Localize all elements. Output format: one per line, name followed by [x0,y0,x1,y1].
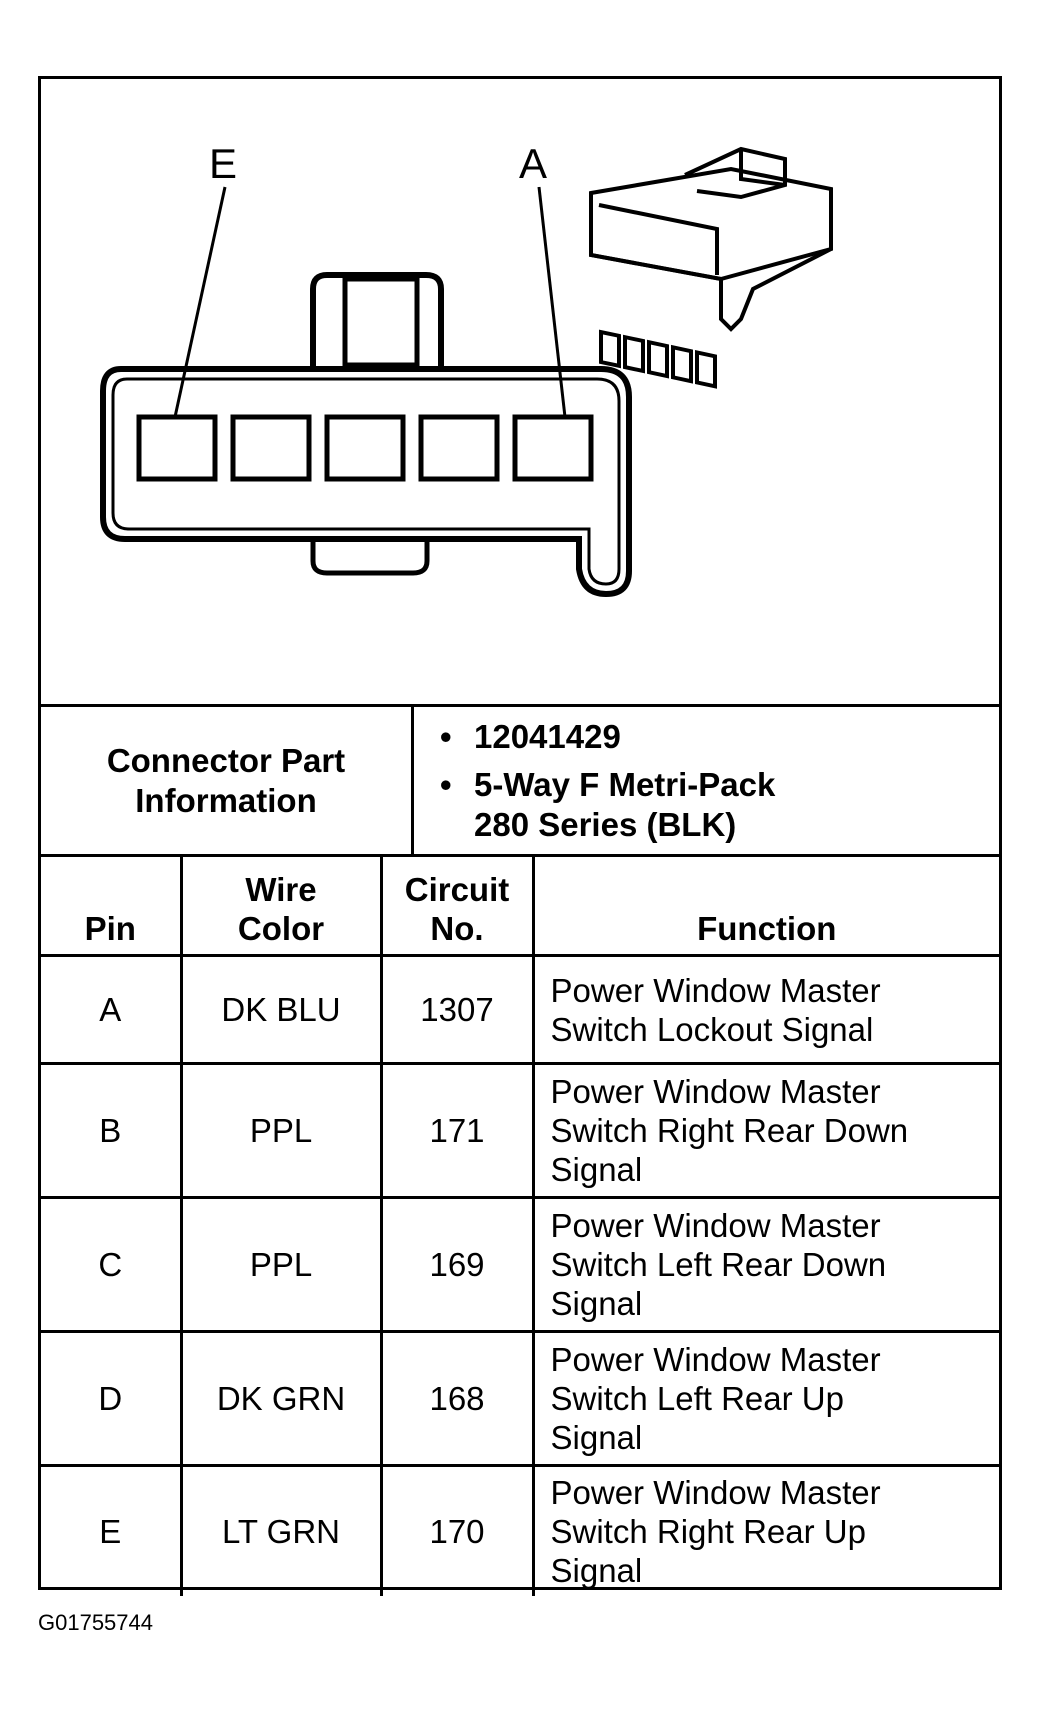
wire-color-cell: LT GRN [181,1466,381,1596]
connector-info-label [41,706,413,855]
connector-description-line2: 280 Series (BLK) [474,805,737,843]
wire-color-cell: PPL [181,1198,381,1332]
header-circuit-no: Circuit No. [381,856,533,956]
cavity-c [327,417,403,479]
connector-isometric-view [591,149,831,386]
pin-cell: C [41,1198,181,1332]
cavity-e [139,417,215,479]
latch-tab-outer [313,275,441,369]
function-cell: Power Window Master Switch Left Rear Down Signal [533,1198,999,1332]
header-pin: Pin [41,856,181,956]
connector-info-label-line1: Connector Part [106,741,346,779]
circuit-cell: 1307 [381,956,533,1064]
bottom-key [313,539,427,573]
wire-color-cell: DK BLU [181,956,381,1064]
header-wire-color: Wire Color [181,856,381,956]
leader-line-e [175,187,225,417]
circuit-cell: 171 [381,1064,533,1198]
connector-info-table [41,704,999,854]
cavity-b [421,417,497,479]
connector-drawing [41,79,999,704]
wire-color-cell: DK GRN [181,1332,381,1466]
function-cell: Power Window Master Switch Right Rear Up Signal [533,1466,999,1596]
pin-cell: D [41,1332,181,1466]
circuit-cell: 168 [381,1332,533,1466]
header-function: Function [533,856,999,956]
connector-info-values [413,706,1000,855]
pinout-header-row [41,856,999,956]
table-row [41,956,999,1064]
table-row [41,1198,999,1332]
pin-cell: A [41,956,181,1064]
latch-tab-inner [345,279,417,365]
pin-a-callout: A [519,140,548,187]
connector-description-line1: • 5-Way F Metri-Pack [474,765,999,805]
table-row [41,1332,999,1466]
circuit-cell: 170 [381,1466,533,1596]
connector-info-label-line2: Information [135,781,317,819]
function-cell: Power Window Master Switch Left Rear Up Signal [533,1332,999,1466]
function-cell: Power Window Master Switch Right Rear Down Signal [533,1064,999,1198]
part-number: • 12041429 [474,717,999,757]
table-row [41,1064,999,1198]
leader-line-a [539,187,565,417]
circuit-cell: 169 [381,1198,533,1332]
figure-id: G01755744 [38,1610,153,1635]
pinout-table [41,854,999,1596]
pin-cell: B [41,1064,181,1198]
pin-e-callout: E [209,140,238,187]
pin-cell: E [41,1466,181,1596]
diagram-frame [38,76,1002,1590]
cavity-d [233,417,309,479]
wire-color-cell: PPL [181,1064,381,1198]
function-cell: Power Window Master Switch Lockout Signal [533,956,999,1064]
table-row [41,1466,999,1596]
cavity-a [515,417,591,479]
